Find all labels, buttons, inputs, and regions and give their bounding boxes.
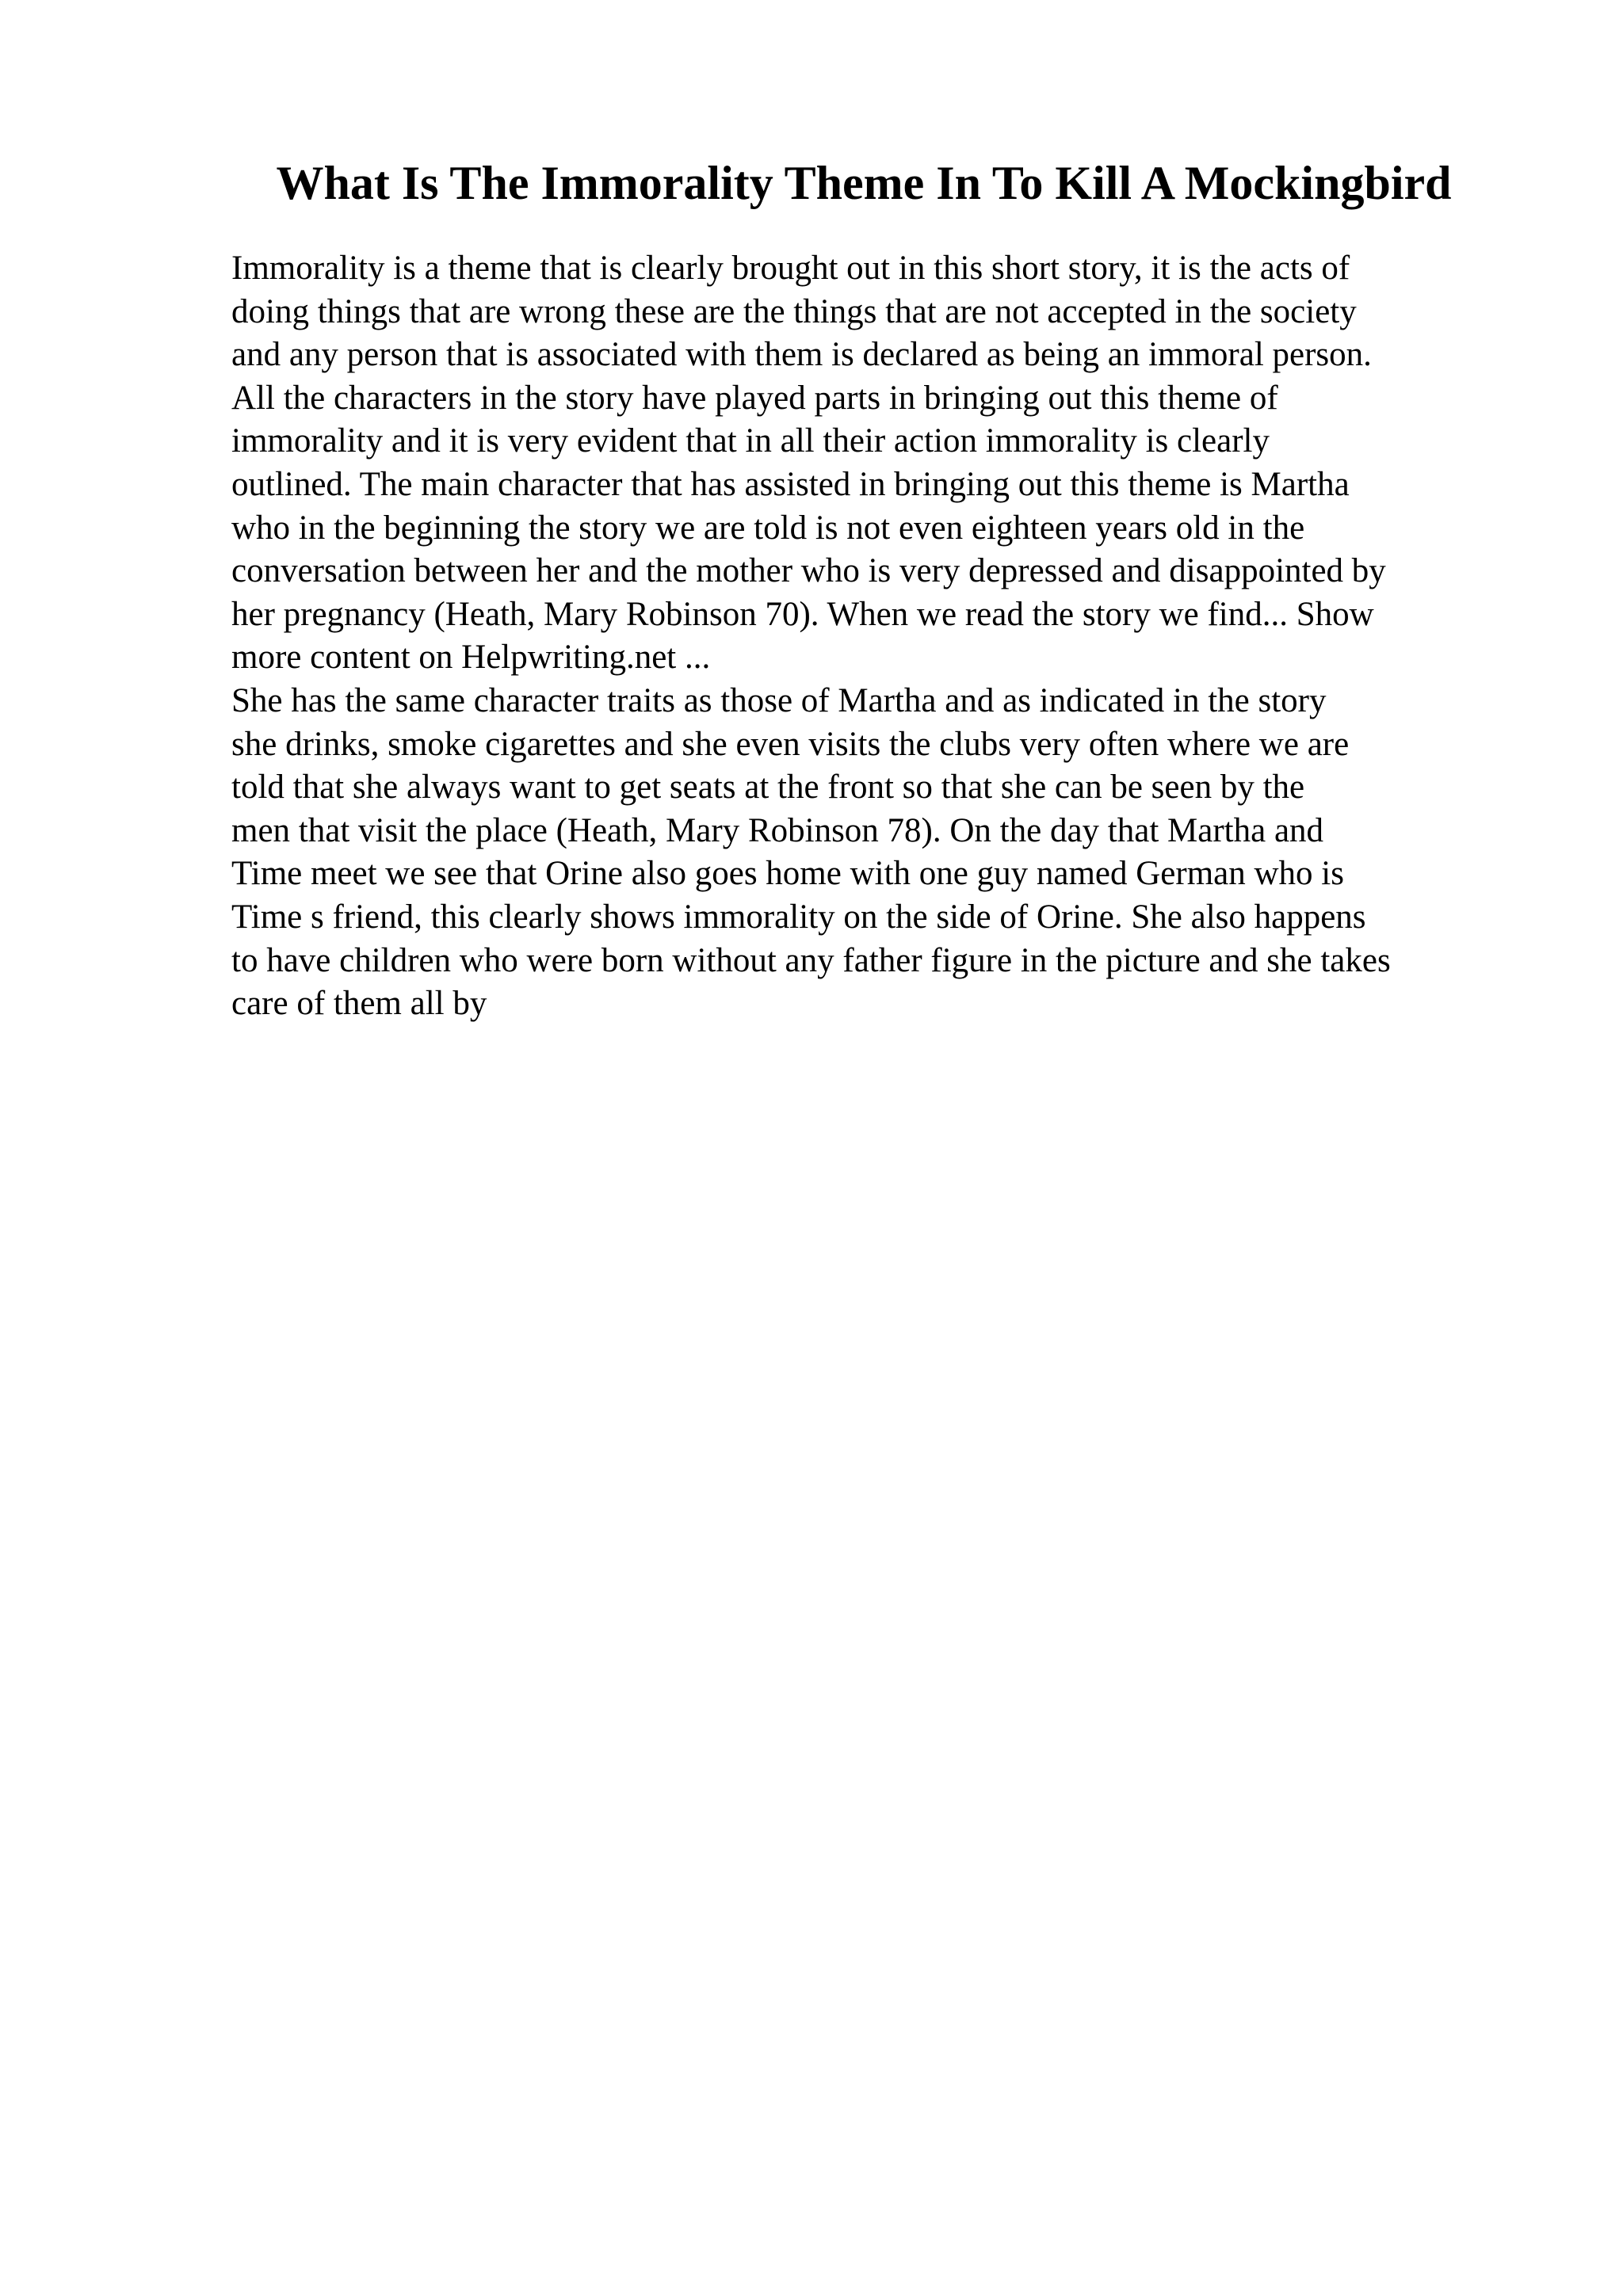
paragraph-line: Time meet we see that Orine also goes home with one guy named German who is [231,855,1344,893]
paragraph-line: She has the same character traits as those of Martha and as indicated in the story [231,681,1327,719]
paragraph-line: and any person that is associated with them is declared as being an immoral person. [231,336,1372,374]
paragraph-line: Time s friend, this clearly shows immorality on the side of Orine. She also happens [231,898,1366,936]
paragraph-line: doing things that are wrong these are the things that are not accepted in the society [231,292,1357,330]
paragraph-line: who in the beginning the story we are told is not even eighteen years old in the [231,509,1305,547]
paragraph-line: more content on Helpwriting.net ... [231,639,711,677]
paragraph-line: care of them all by [231,985,487,1023]
document-body [231,247,1499,1026]
paragraph-line: outlined. The main character that has assisted in bringing out this theme is Martha [231,465,1350,503]
paragraph-line: she drinks, smoke cigarettes and she even visits the clubs very often where we are [231,725,1350,763]
paragraph-line: told that she always want to get seats at the front so that she can be seen by the [231,769,1305,807]
paragraph-line: All the characters in the story have played parts in bringing out this theme of [231,379,1278,417]
paragraph-line: her pregnancy (Heath, Mary Robinson 70). When we read the story we find... Show [231,595,1374,633]
paragraph-line: immorality and it is very evident that in all their action immorality is clearly [231,422,1270,460]
document-title: What Is The Immorality Theme In To Kill A Mockingbird [276,157,1452,209]
paragraph-line: to have children who were born without any father figure in the picture and she takes [231,941,1391,979]
paragraph-line: men that visit the place (Heath, Mary Robinson 78). On the day that Martha and [231,811,1324,849]
paragraph-line: conversation between her and the mother who is very depressed and disappointed by [231,552,1386,590]
paragraph-line: Immorality is a theme that is clearly brought out in this short story, it is the acts of [231,250,1350,287]
